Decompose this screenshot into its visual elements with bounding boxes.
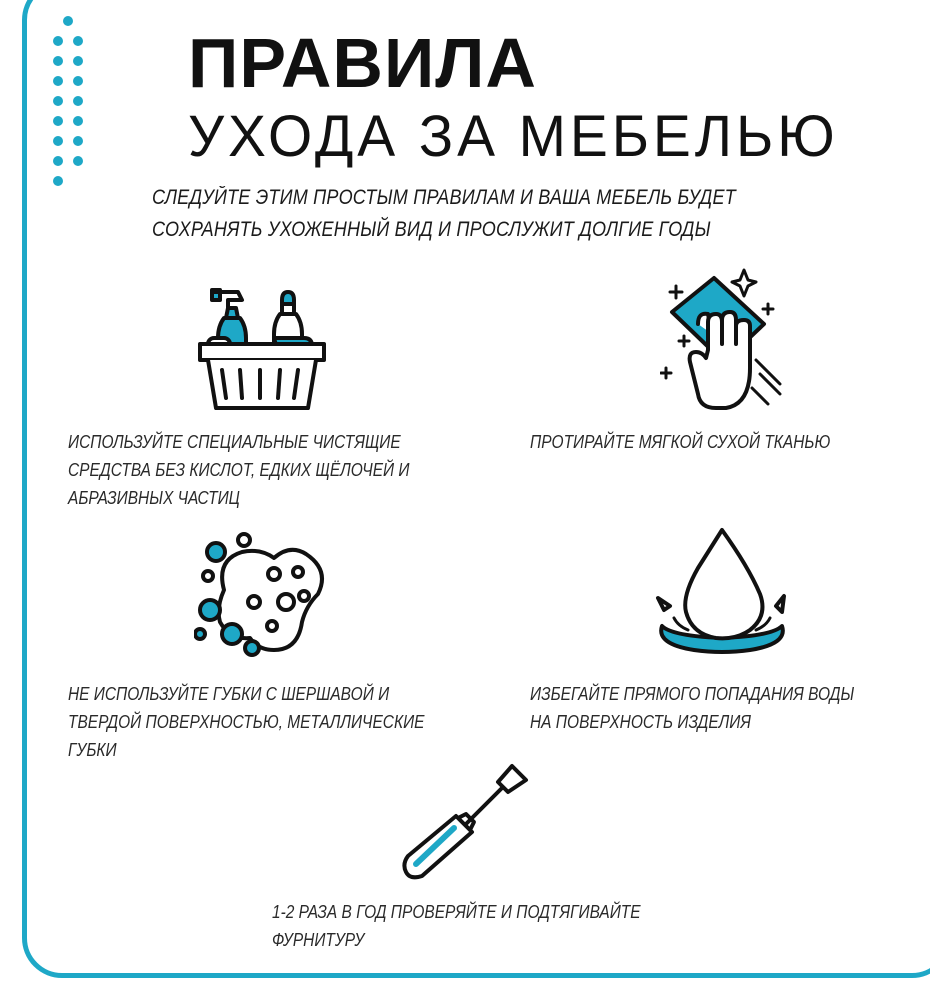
- screwdriver-icon: [400, 760, 530, 880]
- hand-wiping-cloth-icon: [660, 264, 790, 414]
- intro-line: СОХРАНЯТЬ УХОЖЕННЫЙ ВИД И ПРОСЛУЖИТ ДОЛГИЕ ГОДЫ: [152, 218, 711, 241]
- water-drop-icon: [654, 526, 790, 660]
- rule-caption-line: АБРАЗИВНЫХ ЧАСТИЦ: [68, 488, 240, 508]
- rule-caption-line: ИЗБЕГАЙТЕ ПРЯМОГО ПОПАДАНИЯ ВОДЫ: [530, 684, 855, 704]
- intro-line: СЛЕДУЙТЕ ЭТИМ ПРОСТЫМ ПРАВИЛАМ И ВАША МЕБЕЛЬ БУДЕТ: [152, 186, 736, 209]
- rule-caption: [68, 680, 424, 764]
- page-title: ПРАВИЛА: [188, 24, 537, 102]
- decorative-dots: [53, 16, 93, 191]
- rule-caption-line: НА ПОВЕРХНОСТЬ ИЗДЕЛИЯ: [530, 712, 751, 732]
- rule-caption-line: ИСПОЛЬЗУЙТЕ СПЕЦИАЛЬНЫЕ ЧИСТЯЩИЕ: [68, 432, 401, 452]
- rule-caption: [530, 680, 854, 736]
- rule-caption: [272, 898, 641, 954]
- rule-caption-line: ПРОТИРАЙТЕ МЯГКОЙ СУХОЙ ТКАНЬЮ: [530, 432, 831, 452]
- sponge-with-bubbles-icon: [194, 530, 334, 662]
- rule-caption-line: ГУБКИ: [68, 740, 117, 760]
- cleaning-supplies-basket-icon: [198, 282, 326, 414]
- rule-caption: [68, 428, 410, 512]
- rule-caption-line: ТВЕРДОЙ ПОВЕРХНОСТЬЮ, МЕТАЛЛИЧЕСКИЕ: [68, 712, 425, 732]
- page-subtitle: УХОДА ЗА МЕБЕЛЬЮ: [188, 104, 839, 169]
- rule-caption-line: НЕ ИСПОЛЬЗУЙТЕ ГУБКИ С ШЕРШАВОЙ И: [68, 684, 390, 704]
- rule-caption-line: ФУРНИТУРУ: [272, 930, 365, 950]
- rule-caption-line: СРЕДСТВА БЕЗ КИСЛОТ, ЕДКИХ ЩЁЛОЧЕЙ И: [68, 460, 410, 480]
- intro-text: [152, 182, 754, 246]
- rule-caption-line: 1-2 РАЗА В ГОД ПРОВЕРЯЙТЕ И ПОДТЯГИВАЙТЕ: [272, 902, 641, 922]
- rule-caption: [530, 428, 830, 456]
